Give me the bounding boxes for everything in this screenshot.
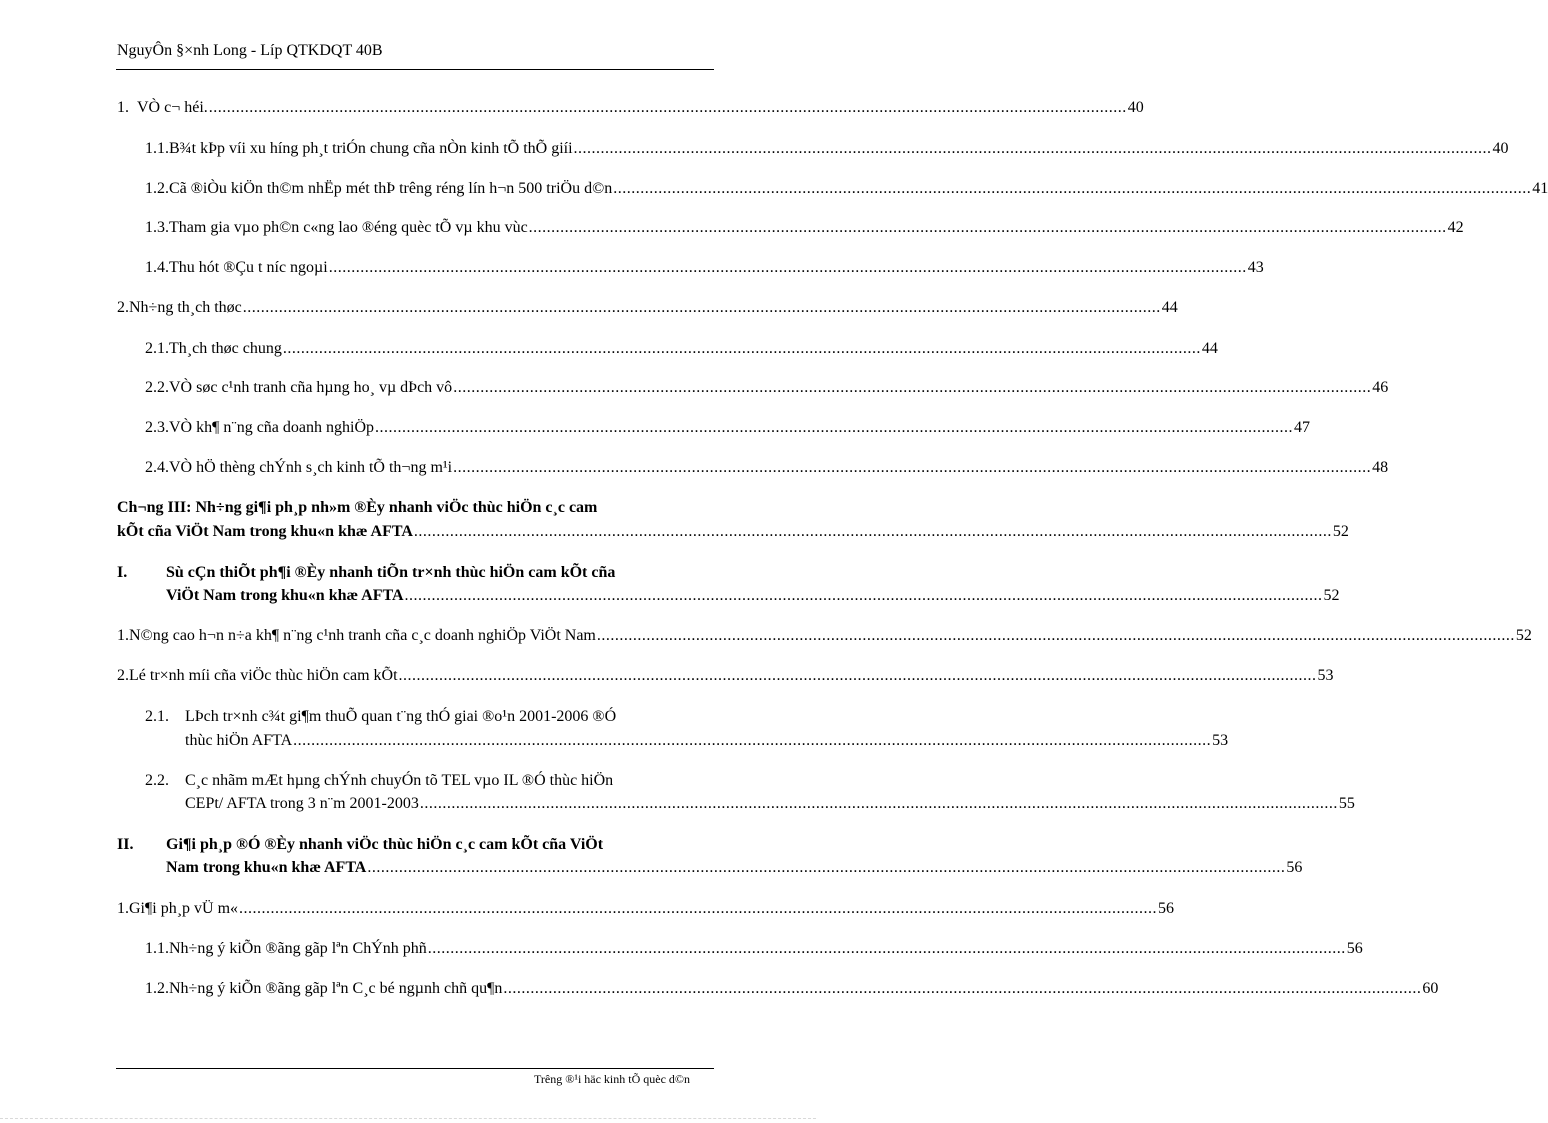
toc-entry-page: 42 [1447, 219, 1464, 236]
toc-entry-label: VÒ hÖ thèng chÝnh s¸ch kinh tÕ th¬ng m¹i [169, 459, 453, 476]
toc-entry-page: 52 [1323, 587, 1340, 604]
dot-leader [243, 298, 1161, 318]
toc-entry-label: thùc hiÖn AFTA [185, 732, 293, 749]
toc-entry-label: N©ng cao h¬n n÷a kh¶ n¨ng c¹nh tranh cña c¸c doanh nghiÖp ViÖt Nam [129, 627, 596, 644]
toc-entry[interactable] [117, 899, 1175, 919]
toc-entry-label: CEPt/ AFTA trong 3 n¨m 2001-2003 [185, 795, 419, 812]
toc-entry-number: 1.1. [145, 940, 169, 957]
toc-entry-page: 56 [1286, 859, 1303, 876]
toc-entry-number: 1. [117, 627, 129, 644]
toc-entry-number: 2.1. [145, 340, 169, 357]
toc-entry[interactable] [145, 139, 1509, 159]
toc-entry-page: 40 [1492, 140, 1509, 157]
toc-entry-label: Nh÷ng ý kiÕn ®ãng gãp lªn C¸c bé ngµnh chñ qu¶n [169, 980, 503, 997]
toc-entry-page: 43 [1247, 259, 1264, 276]
toc-entry-label: Cã ®iÒu kiÖn th©m nhËp mét thÞ trêng réng lín h¬n 500 triÖu d©n [169, 180, 613, 197]
dot-leader [414, 522, 1332, 542]
dot-leader [453, 378, 1371, 398]
toc-entry[interactable] [145, 218, 1464, 238]
toc-entry-number: 1.4. [145, 259, 169, 276]
toc-entry[interactable] [145, 258, 1264, 278]
toc-entry-number: 2.3. [145, 419, 169, 436]
toc-entry-label: Th¸ch thøc chung [169, 340, 282, 357]
dot-leader [597, 626, 1515, 646]
toc-entry-label: Lé tr×nh míi cña viÖc thùc hiÖn cam kÕt [129, 667, 398, 684]
section-heading-line1[interactable]: Gi¶i ph¸p ®Ó ®Èy nhanh viÖc thùc hiÖn c¸c cam kÕt cña ViÖt [166, 836, 604, 853]
toc-entry-page: 46 [1372, 379, 1389, 396]
toc-entry-label: kÕt cña ViÖt Nam trong khu«n khæ AFTA [117, 523, 413, 540]
toc-entry-number: 2.4. [145, 459, 169, 476]
toc-entry[interactable] [145, 979, 1439, 999]
toc-entry[interactable] [117, 522, 1349, 542]
toc-entry-label: VÒ c¬ héi. [137, 99, 208, 116]
toc-entry-page: 56 [1158, 900, 1175, 917]
toc-entry-label: Tham gia vµo ph©n c«ng lao ®éng quèc tÕ vµ khu vùc [169, 219, 528, 236]
toc-entry-label: Thu hót ®Çu t níc ngoµi [169, 259, 328, 276]
dot-leader [503, 979, 1421, 999]
toc-entry-page: 44 [1161, 299, 1178, 316]
dot-leader [613, 179, 1531, 199]
toc-entry-label-line1[interactable]: LÞch tr×nh c¾t gi¶m thuÕ quan t¨ng thÓ giai ®o¹n 2001-2006 ®Ó [185, 708, 617, 725]
toc-entry-number: 1.2. [145, 180, 169, 197]
dot-leader [293, 731, 1211, 751]
toc-entry-label: B¾t kÞp víi xu híng ph¸t triÓn chung cña nÒn kinh tÕ thÕ giíi [169, 140, 573, 157]
toc-entry[interactable] [166, 586, 1340, 606]
toc-entry-number: 1.1. [145, 140, 169, 157]
toc-entry-number: 2. [117, 299, 129, 316]
toc-entry[interactable] [145, 339, 1218, 359]
toc-entry[interactable] [185, 731, 1229, 751]
toc-entry-page: 55 [1338, 795, 1355, 812]
chapter-heading-line1[interactable]: Ch¬ng III: Nh÷ng gi¶i ph¸p nh»m ®Èy nhanh viÖc thùc hiÖn c¸c cam [117, 499, 598, 516]
toc-entry-page: 60 [1422, 980, 1439, 997]
toc-entry-number: 1. [117, 900, 129, 917]
footer-rule [116, 1068, 714, 1069]
toc-entry-page: 53 [1212, 732, 1229, 749]
toc-entry[interactable] [145, 939, 1363, 959]
toc-entry-page: 53 [1317, 667, 1334, 684]
dot-leader [420, 794, 1338, 814]
toc-entry-label: VÒ søc c¹nh tranh cña hµng ho¸ vµ dÞch vô [169, 379, 453, 396]
toc-entry-label: Gi¶i ph¸p vÜ m« [129, 900, 239, 917]
toc-entry-label: Nh÷ng ý kiÕn ®ãng gãp lªn ChÝnh phñ [169, 940, 427, 957]
page-edge-divider [0, 1118, 816, 1119]
toc-entry-page: 41 [1532, 180, 1548, 197]
dot-leader [329, 258, 1247, 278]
toc-entry-page: 47 [1294, 419, 1310, 436]
dot-leader [283, 339, 1201, 359]
toc-entry-number: 2.1. [145, 708, 169, 725]
toc-entry[interactable] [145, 418, 1310, 438]
toc-entry[interactable] [145, 179, 1548, 199]
page-header-title: NguyÔn §×nh Long - Líp QTKDQT 40B [117, 42, 383, 59]
toc-entry-page: 52 [1515, 627, 1532, 644]
toc-entry[interactable] [117, 98, 1144, 118]
dot-leader [367, 858, 1285, 878]
toc-entry-number: 2.2. [145, 379, 169, 396]
page-footer-text: Trêng ®¹i häc kinh tÕ quèc d©n [534, 1072, 691, 1086]
toc-entry-label: VÒ kh¶ n¨ng cña doanh nghiÖp [169, 419, 374, 436]
toc-entry-label-line1[interactable]: C¸c nhãm mÆt hµng chÝnh chuyÓn tõ TEL vµo IL ®Ó thùc hiÖn [185, 772, 614, 789]
dot-leader [209, 98, 1127, 118]
toc-entry[interactable] [117, 666, 1334, 686]
toc-entry-page: 56 [1346, 940, 1363, 957]
toc-entry[interactable] [185, 794, 1355, 814]
toc-entry-number: 2.2. [145, 772, 169, 789]
toc-entry-page: 44 [1201, 340, 1218, 357]
toc-entry-label: Nam trong khu«n khæ AFTA [166, 859, 367, 876]
section-number: II. [117, 836, 134, 853]
toc-entry[interactable] [117, 626, 1532, 646]
toc-entry-page: 40 [1127, 99, 1144, 116]
header-rule [116, 69, 714, 70]
toc-entry[interactable] [117, 298, 1178, 318]
toc-entry-page: 48 [1372, 459, 1389, 476]
toc-entry-number: 1. [117, 99, 129, 116]
toc-entry-label: Nh÷ng th¸ch thøc [129, 299, 242, 316]
dot-leader [399, 666, 1317, 686]
section-number: I. [117, 564, 128, 581]
dot-leader [405, 586, 1323, 606]
toc-entry-label: ViÖt Nam trong khu«n khæ AFTA [166, 587, 404, 604]
toc-entry[interactable] [145, 378, 1389, 398]
toc-entry-number: 1.2. [145, 980, 169, 997]
dot-leader [453, 458, 1371, 478]
section-heading-line1[interactable]: Sù cÇn thiÕt ph¶i ®Èy nhanh tiÕn tr×nh thùc hiÖn cam kÕt cña [166, 564, 616, 581]
toc-entry[interactable] [166, 858, 1303, 878]
dot-leader [574, 139, 1492, 159]
toc-entry[interactable] [145, 458, 1389, 478]
dot-leader [239, 899, 1157, 919]
toc-entry-number: 1.3. [145, 219, 169, 236]
toc-entry-page: 52 [1332, 523, 1349, 540]
dot-leader [375, 418, 1293, 438]
dot-leader [428, 939, 1346, 959]
toc-entry-number: 2. [117, 667, 129, 684]
dot-leader [529, 218, 1447, 238]
